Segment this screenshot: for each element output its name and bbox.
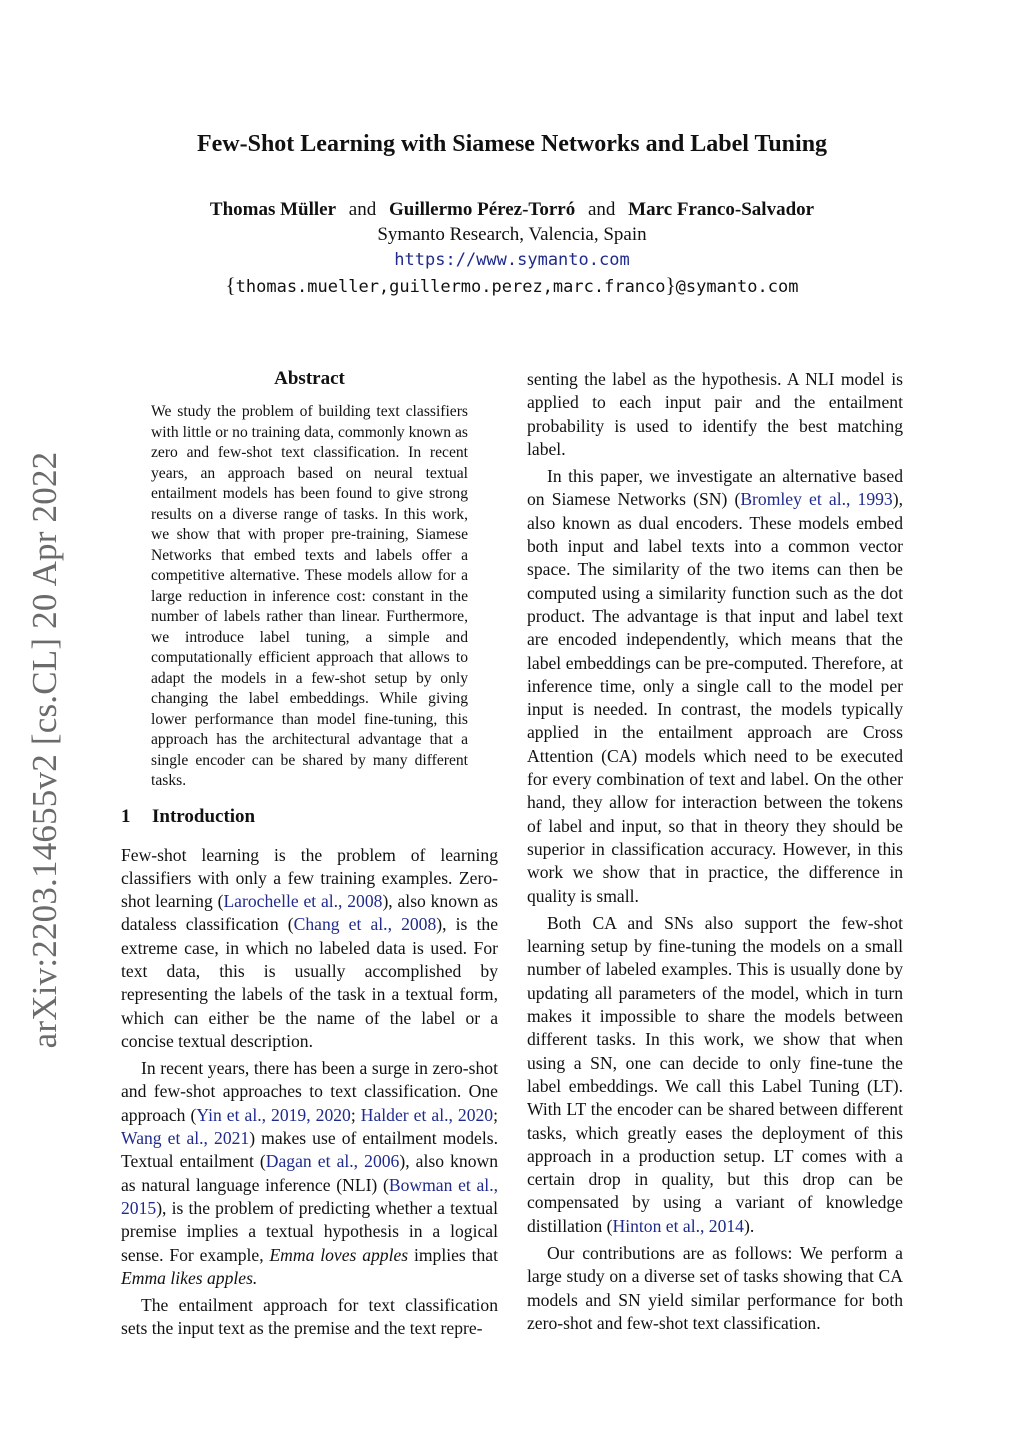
arxiv-identifier: arXiv:2203.14655v2 [cs.CL] 20 Apr 2022 xyxy=(25,451,64,1049)
paragraph-text: ). xyxy=(743,1215,755,1236)
paragraph-text: In recent years, there has been a surge in zero-shot and few-shot approaches to text classification. One approach ( xyxy=(121,1058,498,1125)
email-open-brace: { xyxy=(225,273,236,297)
intro-paragraph-2 xyxy=(121,1057,498,1290)
example-text: Emma likes apples. xyxy=(121,1267,258,1288)
citation-link[interactable]: Yin et al., 2019, 2020 xyxy=(196,1104,351,1125)
paragraph-text: Few-shot learning is the problem of learning classifiers with only a few training examples. Zero-shot learning ( xyxy=(121,844,498,912)
citation-link[interactable]: Chang et al., 2008 xyxy=(293,914,437,935)
intro-paragraph-5 xyxy=(527,912,903,1238)
author-name: Thomas Müller xyxy=(209,199,337,220)
abstract-heading: Abstract xyxy=(274,368,345,389)
intro-paragraph-3 xyxy=(121,1294,498,1341)
citation-link[interactable]: Wang et al., 2021 xyxy=(121,1128,250,1149)
right-column xyxy=(527,368,903,1335)
intro-paragraph-6 xyxy=(527,1242,903,1335)
author-separator: and xyxy=(587,199,616,220)
section-heading xyxy=(121,806,498,828)
affiliation: Symanto Research, Valencia, Spain xyxy=(377,224,647,245)
intro-paragraph-3-continued xyxy=(527,368,903,461)
author-list xyxy=(0,199,1024,221)
section-number: 1 xyxy=(121,805,131,827)
left-column xyxy=(121,368,498,1341)
citation-link[interactable]: Bowman et al., 2015 xyxy=(121,1174,498,1218)
citation-link[interactable]: Larochelle et al., 2008 xyxy=(223,891,383,912)
intro-paragraph-1 xyxy=(121,844,498,1054)
paragraph-text: The entailment approach for text classification sets the input text as the premise and the text repre- xyxy=(121,1295,498,1339)
paragraph-text: ) makes use of entailment models. Textual entailment ( xyxy=(121,1128,498,1172)
paragraph-text: ), also known as natural language inference (NLI) ( xyxy=(121,1151,498,1195)
paragraph-text: implies that xyxy=(408,1244,498,1265)
paragraph-text: ), is the problem of predicting whether a textual premise implies a textual hypothesis in a logical sense. For example, xyxy=(121,1197,498,1265)
paragraph-text: ), is the extreme case, in which no labeled data is used. For text data, this is usually accomplished by representing the labels of the task in a textual form, which can either be the name of the label or a concise textual description. xyxy=(121,914,498,1051)
paragraph-text: ; xyxy=(493,1104,498,1125)
email-names: thomas.mueller,guillermo.perez,marc.franco xyxy=(235,277,666,297)
email-addresses xyxy=(0,273,1024,298)
citation-link[interactable]: Dagan et al., 2006 xyxy=(265,1151,400,1172)
paragraph-text: ), also known as dataless classification ( xyxy=(121,891,498,935)
email-domain: @symanto.com xyxy=(675,277,799,297)
section-title: Introduction xyxy=(152,805,256,827)
citation-link[interactable]: Hinton et al., 2014 xyxy=(612,1215,744,1236)
paragraph-text: Our contributions are as follows: We perform a large study on a diverse set of tasks showing that CA models and SN yield similar performance for both zero-shot and few-shot text classification. xyxy=(527,1242,903,1333)
citation-link[interactable]: Halder et al., 2020 xyxy=(360,1104,494,1125)
paragraph-text: senting the label as the hypothesis. A NLI model is applied to each input pair and the entailment probability is used to identify the best matching label. xyxy=(527,369,903,459)
intro-paragraph-4 xyxy=(527,465,903,908)
website-link[interactable]: https://www.symanto.com xyxy=(394,250,630,270)
abstract-text: We study the problem of building text classifiers with little or no training data, commonly known as zero and few-shot text classification. In recent years, an approach based on neural textual entailment models has been found to give strong results on a diverse range of tasks. In this work, we show that with proper pre-training, Siamese Networks that embed texts and labels offer a competitive alternative. These models allow for a large reduction in inference cost: constant in the number of labels rather than linear. Furthermore, we introduce label tuning, a simple and computationally efficient approach that allows to adapt the models in a few-shot setup by only changing the label embeddings. While giving lower performance than model fine-tuning, this approach has the architectural advantage that a single encoder can be shared by many different tasks. xyxy=(151,403,468,789)
paragraph-text: In this paper, we investigate an alternative based on Siamese Networks (SN) ( xyxy=(527,466,903,510)
author-name: Guillermo Pérez-Torró xyxy=(388,199,576,220)
email-close-brace: } xyxy=(665,273,676,297)
paragraph-text: ), also known as dual encoders. These models embed both input and label texts into a common vector space. The similarity of the two items can then be computed using a similarity function such as the dot product. The advantage is that input and label text are encoded independently, which means that the label embeddings can be pre-computed. Therefore, at inference time, only a single call to the model per input is needed. In contrast, the models typically applied in the entailment approach are Cross Attention (CA) models which need to be executed for every combination of text and label. On the other hand, they allow for interaction between the tokens of label and input, so that in theory they should be superior in classification accuracy. However, in this work we show that in practice, the difference in quality is small. xyxy=(527,489,903,906)
example-text: Emma loves apples xyxy=(269,1244,409,1265)
paragraph-text: ; xyxy=(350,1104,361,1125)
paper-title: Few-Shot Learning with Siamese Networks and Label Tuning xyxy=(196,131,828,157)
author-name: Marc Franco-Salvador xyxy=(628,199,815,220)
citation-link[interactable]: Bromley et al., 1993 xyxy=(740,489,893,510)
paragraph-text: Both CA and SNs also support the few-shot learning setup by fine-tuning the models on a small number of labeled examples. This is usually done by updating all parameters of the model, which in turn makes it impossible to share the models between different tasks. In this work, we show that when using a SN, one can decide to only fine-tune the label embeddings. We call this Label Tuning (LT). With LT the encoder can be shared between different tasks, which greatly eases the deployment of this approach in a production setup. LT comes with a certain drop in quality, but this drop can be compensated by using a variant of knowledge distillation ( xyxy=(527,912,903,1236)
author-separator: and xyxy=(348,199,377,220)
